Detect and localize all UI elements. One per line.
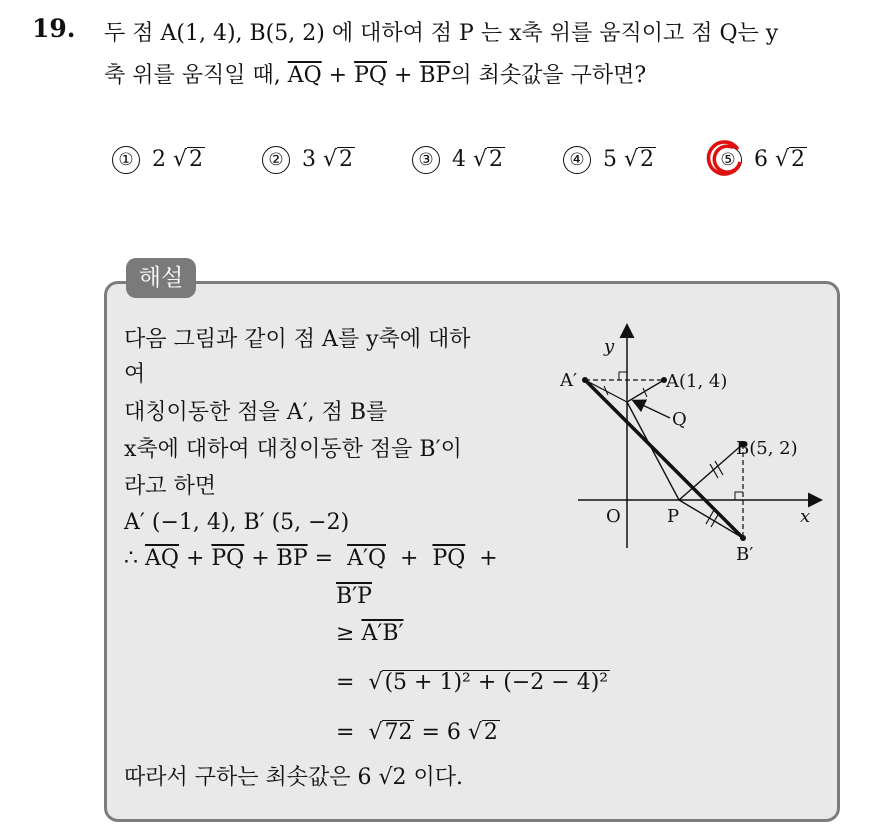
label-a: A(1, 4) [666, 371, 728, 392]
solution-equation-1-cont [336, 584, 372, 609]
choice-coef: 3 [302, 147, 316, 172]
question-line-2-prefix: 축 위를 움직일 때, [104, 63, 288, 88]
equals-sign: = [314, 546, 334, 571]
solution-equation-2 [336, 621, 403, 646]
choice-radicand: 2 [189, 147, 204, 172]
choice-number: ④ [563, 146, 591, 174]
choice-1[interactable]: ① 2 √2 [112, 146, 205, 174]
plus-sign: + [479, 546, 498, 571]
solution-line-3: 대칭이동한 점을 A′, 점 B를 [124, 400, 388, 425]
therefore-sign: ∴ [124, 546, 138, 571]
segment-aq: $\overline{AQ}$ [287, 63, 322, 88]
reflection-graph [548, 318, 838, 578]
solution-tag: 해설 [126, 258, 196, 298]
label-y: y [604, 336, 615, 357]
point-a-prime [582, 377, 588, 383]
choice-coef: 6 [754, 147, 768, 172]
segment-a-prime-b-prime: A′B′ [361, 621, 404, 646]
choice-radicand: 2 [791, 147, 806, 172]
result-coef: 6 [446, 720, 461, 745]
plus-sign: + [393, 63, 413, 88]
choice-number: ② [262, 146, 290, 174]
label-a-prime: A′ [560, 370, 578, 391]
choice-radicand: 2 [339, 147, 354, 172]
sqrt-72: 72 [384, 720, 413, 745]
label-p: P [667, 506, 680, 527]
segment-pq: $\overline{PQ}$ [211, 546, 245, 571]
answer-circle-mark [704, 138, 744, 178]
question-line-1: 두 점 A(1, 4), B(5, 2) 에 대하여 점 P 는 x축 위를 움직이고 점 Q는 y [104, 21, 779, 46]
plus-sign: + [400, 546, 419, 571]
label-b: B(5, 2) [736, 438, 798, 459]
segment-pq: $\overline{PQ}$ [432, 546, 466, 571]
question-number: 19. [32, 14, 76, 43]
choice-radicand: 2 [640, 147, 655, 172]
segment-a-prime-q: A′Q [347, 546, 386, 571]
solution-line-1: 다음 그림과 같이 점 A를 y축에 대하 [124, 327, 471, 352]
choice-2[interactable]: ② 3 √2 [262, 146, 355, 174]
solution-equation-1 [124, 546, 498, 571]
solution-line-6: A′ (−1, 4), B′ (5, −2) [124, 510, 350, 535]
segment-aq: $\overline{AQ}$ [145, 546, 179, 571]
solution-equation-4: = √72 = 6 √2 [336, 720, 498, 745]
solution-final: 따라서 구하는 최솟값은 6 √2 이다. [124, 765, 463, 790]
plus-sign: + [185, 546, 205, 571]
plus-sign: + [328, 63, 348, 88]
equals-sign: = [421, 720, 440, 745]
choice-coef: 2 [152, 147, 166, 172]
segment-pq: $\overline{PQ}$ [354, 63, 387, 88]
choice-coef: 4 [452, 147, 466, 172]
choice-number: ⑤ [714, 146, 742, 174]
label-origin: O [606, 506, 621, 527]
choice-4[interactable]: ④ 5 √2 [563, 146, 656, 174]
question-line-2-suffix: 의 최솟값을 구하면? [450, 63, 647, 88]
choice-3[interactable]: ③ 4 √2 [412, 146, 505, 174]
choice-coef: 5 [603, 147, 617, 172]
choice-radicand: 2 [489, 147, 504, 172]
q-pointer-arrow [634, 401, 670, 418]
equals-sign: = [336, 670, 355, 695]
choice-5[interactable]: ⑤ 6 √2 [714, 146, 807, 174]
sqrt-body: (5 + 1)² + (−2 − 4)² [384, 670, 609, 695]
equals-sign: = [336, 720, 355, 745]
segment-b-prime-p: B′P [336, 584, 372, 609]
label-x: x [800, 506, 811, 527]
point-b-prime [740, 535, 746, 541]
question-line-2 [104, 58, 646, 89]
choice-number: ① [112, 146, 140, 174]
segment-bp: $\overline{BP}$ [419, 63, 451, 88]
solution-line-2: 여 [124, 362, 146, 387]
result-radicand: 2 [483, 720, 498, 745]
choice-number: ③ [412, 146, 440, 174]
segment-bp: $\overline{BP}$ [276, 546, 308, 571]
label-q: Q [672, 409, 687, 430]
plus-sign: + [251, 546, 270, 571]
solution-line-5: 라고 하면 [124, 474, 217, 499]
label-b-prime: B′ [736, 544, 754, 565]
solution-line-4: x축에 대하여 대칭이동한 점을 B′이 [124, 437, 462, 462]
ge-sign: ≥ [336, 621, 355, 646]
solution-equation-3: = √(5 + 1)² + (−2 − 4)² [336, 670, 609, 695]
